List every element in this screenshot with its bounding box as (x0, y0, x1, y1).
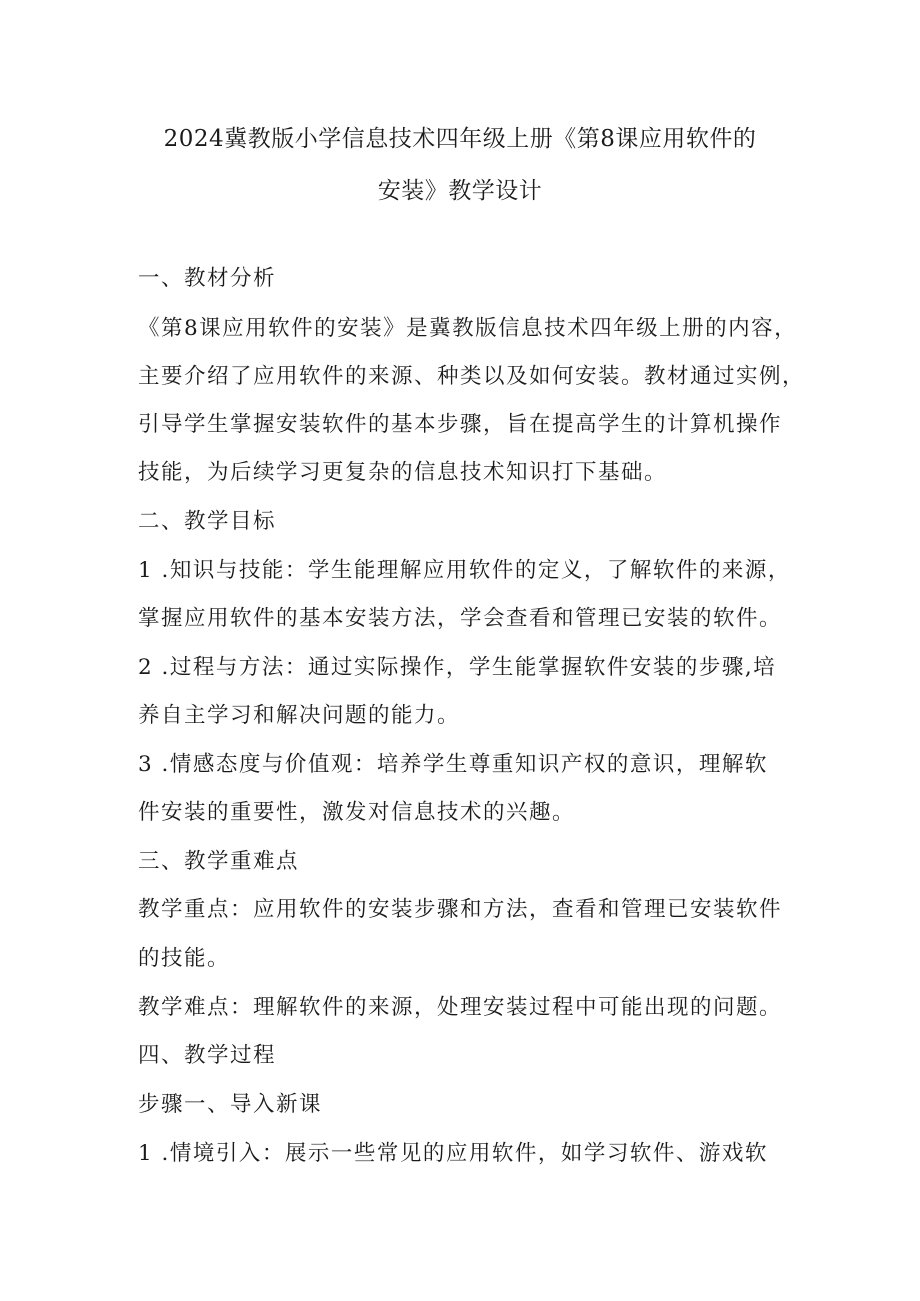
list-item-line: 件安装的重要性，激发对信息技术的兴趣。 (138, 800, 576, 825)
list-item-line: 掌握应用软件的基本安装方法，学会查看和管理已安装的软件。 (138, 606, 783, 631)
paragraph-line: 主要介绍了应用软件的来源、种类以及如何安装。教材通过实例， (138, 364, 806, 389)
document-title-line-1: 2024冀教版小学信息技术四年级上册《第8课应用软件的 (163, 126, 757, 152)
section-heading-materials: 一、教材分析 (138, 266, 277, 291)
section-heading-objectives: 二、教学目标 (138, 509, 277, 534)
list-item-line: 1 .情境引入：展示一些常见的应用软件，如学习软件、游戏软 (138, 1141, 768, 1166)
paragraph-line: 的技能。 (138, 946, 231, 971)
sub-heading-step-one: 步骤一、导入新课 (138, 1092, 323, 1117)
document-title-line-2: 安装》教学设计 (377, 178, 543, 204)
section-heading-process: 四、教学过程 (138, 1043, 277, 1068)
section-heading-key-points: 三、教学重难点 (138, 849, 300, 874)
paragraph-line: 引导学生掌握安装软件的基本步骤，旨在提高学生的计算机操作 (138, 412, 783, 437)
paragraph-line: 教学难点：理解软件的来源，处理安装过程中可能出现的问题。 (138, 995, 783, 1020)
paragraph-line: 《第8课应用软件的安装》是冀教版信息技术四年级上册的内容， (138, 316, 798, 341)
list-item-line: 养自主学习和解决问题的能力。 (138, 703, 461, 728)
list-item-line: 2 .过程与方法：通过实际操作，学生能掌握软件安装的步骤,培 (138, 655, 777, 680)
list-item-line: 3 .情感态度与价值观：培养学生尊重知识产权的意识，理解软 (138, 752, 768, 777)
paragraph-line: 教学重点：应用软件的安装步骤和方法，查看和管理已安装软件 (138, 897, 783, 922)
list-item-line: 1 .知识与技能：学生能理解应用软件的定义，了解软件的来源， (138, 558, 791, 583)
paragraph-line: 技能，为后续学习更复杂的信息技术知识打下基础。 (138, 460, 668, 485)
